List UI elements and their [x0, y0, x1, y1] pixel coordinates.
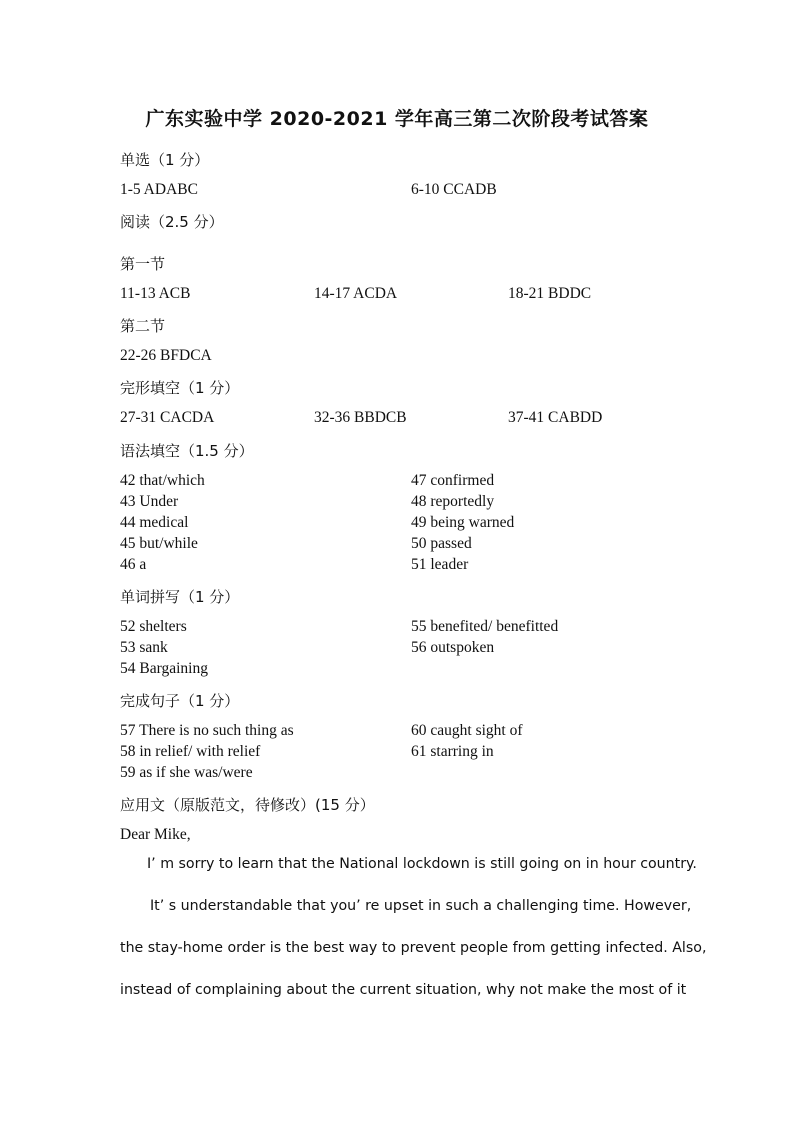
letter-line: I’ m sorry to learn that the National lockdown is still going on in hour country.	[147, 856, 697, 872]
single-choice-heading: 单选（1 分）	[120, 151, 210, 169]
grammar-answer: 47 confirmed	[411, 472, 495, 489]
sentence-answer: 59 as if she was/were	[120, 764, 253, 781]
reading-heading: 阅读（2.5 分）	[120, 213, 224, 231]
sentence-answer: 60 caught sight of	[411, 722, 523, 739]
grammar-answer: 49 being warned	[411, 514, 515, 531]
part2-heading: 第二节	[120, 317, 166, 335]
spelling-answer: 55 benefited/ benefitted	[411, 618, 559, 635]
grammar-answer: 45 but/while	[120, 535, 198, 552]
grammar-answer: 43 Under	[120, 493, 179, 510]
grammar-answer: 42 that/which	[120, 472, 205, 489]
page-title: 广东实验中学 2020-2021 学年高三第二次阶段考试答案	[145, 108, 649, 130]
sentence-answer: 61 starring in	[411, 743, 494, 760]
part1-answers-2: 14-17 ACDA	[314, 285, 398, 302]
part1-answers-3: 18-21 BDDC	[508, 285, 592, 302]
part2-answers-1: 22-26 BFDCA	[120, 347, 212, 364]
cloze-answers-2: 32-36 BBDCB	[314, 409, 407, 426]
part1-answers-1: 11-13 ACB	[120, 285, 191, 302]
letter-line: instead of complaining about the current situation, why not make the most of it	[120, 982, 687, 998]
grammar-answer: 50 passed	[411, 535, 472, 552]
spelling-answer: 53 sank	[120, 639, 168, 656]
sentence-answer: 58 in relief/ with relief	[120, 743, 261, 760]
grammar-heading: 语法填空（1.5 分）	[120, 442, 254, 460]
sentences-heading: 完成句子（1 分）	[120, 692, 240, 710]
part1-heading: 第一节	[120, 255, 166, 273]
cloze-heading: 完形填空（1 分）	[120, 379, 240, 397]
sentence-answer: 57 There is no such thing as	[120, 722, 294, 739]
grammar-answer: 51 leader	[411, 556, 469, 573]
spelling-answer: 52 shelters	[120, 618, 187, 635]
letter-line: the stay-home order is the best way to prevent people from getting infected. Also,	[120, 940, 707, 956]
spelling-answer: 54 Bargaining	[120, 660, 208, 677]
grammar-answer: 48 reportedly	[411, 493, 495, 510]
letter-salutation: Dear Mike,	[120, 826, 191, 843]
grammar-answer: 46 a	[120, 556, 147, 573]
single-choice-answers-1: 1-5 ADABC	[120, 181, 198, 198]
cloze-answers-1: 27-31 CACDA	[120, 409, 215, 426]
grammar-answer: 44 medical	[120, 514, 189, 531]
letter-line: It’ s understandable that you’ re upset in such a challenging time. However,	[150, 898, 692, 914]
single-choice-answers-2: 6-10 CCADB	[411, 181, 497, 198]
writing-heading: 应用文（原版范文，待修改）(15 分）	[120, 796, 375, 814]
cloze-answers-3: 37-41 CABDD	[508, 409, 603, 426]
spelling-heading: 单词拼写（1 分）	[120, 588, 240, 606]
spelling-answer: 56 outspoken	[411, 639, 495, 656]
